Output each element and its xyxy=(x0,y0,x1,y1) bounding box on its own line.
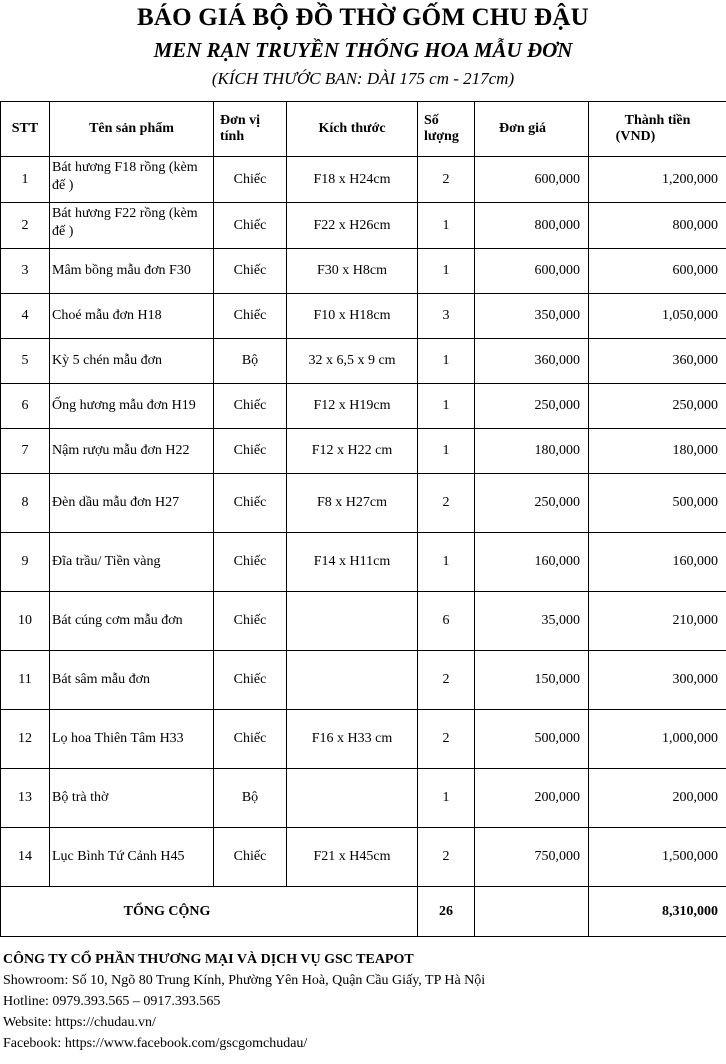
cell-total: 1,050,000 xyxy=(589,294,726,339)
cell-qty: 2 xyxy=(418,710,475,769)
cell-price: 600,000 xyxy=(475,249,589,294)
cell-price: 150,000 xyxy=(475,651,589,710)
cell-stt: 8 xyxy=(1,474,50,533)
cell-price: 800,000 xyxy=(475,203,589,249)
cell-stt: 5 xyxy=(1,339,50,384)
table-row xyxy=(1,429,726,474)
total-amount: 8,310,000 xyxy=(589,887,726,937)
col-header-qty: Số lượng xyxy=(418,102,475,157)
cell-qty: 1 xyxy=(418,769,475,828)
website-link[interactable]: Website: https://chudau.vn/ xyxy=(3,1015,156,1030)
cell-price: 160,000 xyxy=(475,533,589,592)
table-row xyxy=(1,592,726,651)
cell-total: 800,000 xyxy=(589,203,726,249)
document-header xyxy=(0,0,726,101)
cell-qty: 2 xyxy=(418,474,475,533)
cell-price: 750,000 xyxy=(475,828,589,887)
table-header-row xyxy=(1,102,726,157)
cell-product-name: Bộ trà thờ xyxy=(50,769,214,828)
hotline: Hotline: 0979.393.565 – 0917.393.565 xyxy=(3,994,221,1009)
cell-qty: 1 xyxy=(418,249,475,294)
cell-stt: 3 xyxy=(1,249,50,294)
cell-price: 200,000 xyxy=(475,769,589,828)
cell-total: 360,000 xyxy=(589,339,726,384)
cell-stt: 14 xyxy=(1,828,50,887)
cell-qty: 1 xyxy=(418,339,475,384)
table-row xyxy=(1,157,726,203)
cell-qty: 1 xyxy=(418,429,475,474)
cell-product-name: Bát sâm mẫu đơn xyxy=(50,651,214,710)
table-row xyxy=(1,710,726,769)
cell-product-name: Bát hương F18 rồng (kèm đế ) xyxy=(50,157,214,203)
cell-price: 180,000 xyxy=(475,429,589,474)
table-row xyxy=(1,249,726,294)
cell-total: 300,000 xyxy=(589,651,726,710)
document-title: BÁO GIÁ BỘ ĐỒ THỜ GỐM CHU ĐẬU xyxy=(137,4,589,31)
cell-qty: 3 xyxy=(418,294,475,339)
cell-size: F12 x H19cm xyxy=(287,384,418,429)
cell-qty: 1 xyxy=(418,533,475,592)
cell-product-name: Lọ hoa Thiên Tâm H33 xyxy=(50,710,214,769)
cell-product-name: Nậm rượu mẫu đơn H22 xyxy=(50,429,214,474)
cell-unit: Chiếc xyxy=(214,429,287,474)
size-note: (KÍCH THƯỚC BAN: DÀI 175 cm - 217cm) xyxy=(211,69,515,88)
cell-product-name: Bát cúng cơm mẫu đơn xyxy=(50,592,214,651)
cell-stt: 12 xyxy=(1,710,50,769)
table-row xyxy=(1,769,726,828)
cell-total: 250,000 xyxy=(589,384,726,429)
cell-qty: 1 xyxy=(418,384,475,429)
cell-size: F18 x H24cm xyxy=(287,157,418,203)
cell-total: 600,000 xyxy=(589,249,726,294)
cell-stt: 1 xyxy=(1,157,50,203)
cell-product-name: Kỳ 5 chén mẫu đơn xyxy=(50,339,214,384)
cell-size: F16 x H33 cm xyxy=(287,710,418,769)
table-row xyxy=(1,533,726,592)
cell-total: 1,200,000 xyxy=(589,157,726,203)
company-name: CÔNG TY CỔ PHẦN THƯƠNG MẠI VÀ DỊCH VỤ GSC TEAPOT xyxy=(3,952,414,967)
cell-qty: 2 xyxy=(418,651,475,710)
col-header-price: Đơn giá xyxy=(475,102,589,157)
table-row xyxy=(1,384,726,429)
cell-qty: 6 xyxy=(418,592,475,651)
total-price-empty xyxy=(475,887,589,937)
cell-stt: 2 xyxy=(1,203,50,249)
cell-unit: Chiếc xyxy=(214,384,287,429)
cell-total: 500,000 xyxy=(589,474,726,533)
cell-size: F21 x H45cm xyxy=(287,828,418,887)
cell-unit: Chiếc xyxy=(214,533,287,592)
cell-size xyxy=(287,592,418,651)
table-row xyxy=(1,474,726,533)
col-header-total: Thành tiền (VND) xyxy=(589,102,726,157)
cell-unit: Bộ xyxy=(214,339,287,384)
company-footer xyxy=(3,949,723,1054)
cell-stt: 4 xyxy=(1,294,50,339)
cell-total: 180,000 xyxy=(589,429,726,474)
cell-size xyxy=(287,769,418,828)
col-header-size: Kích thước xyxy=(287,102,418,157)
cell-qty: 2 xyxy=(418,157,475,203)
document-subtitle: MEN RẠN TRUYỀN THỐNG HOA MẪU ĐƠN xyxy=(153,38,573,62)
cell-size: F10 x H18cm xyxy=(287,294,418,339)
cell-size: F22 x H26cm xyxy=(287,203,418,249)
table-row xyxy=(1,339,726,384)
table-row xyxy=(1,203,726,249)
cell-price: 360,000 xyxy=(475,339,589,384)
cell-size: F30 x H8cm xyxy=(287,249,418,294)
cell-unit: Chiếc xyxy=(214,651,287,710)
price-table xyxy=(0,101,726,937)
cell-product-name: Choé mẫu đơn H18 xyxy=(50,294,214,339)
col-header-name: Tên sản phẩm xyxy=(50,102,214,157)
cell-size: 32 x 6,5 x 9 cm xyxy=(287,339,418,384)
facebook-link[interactable]: Facebook: https://www.facebook.com/gscgomchudau/ xyxy=(3,1036,308,1051)
cell-size: F14 x H11cm xyxy=(287,533,418,592)
cell-unit: Chiếc xyxy=(214,294,287,339)
cell-size xyxy=(287,651,418,710)
cell-total: 160,000 xyxy=(589,533,726,592)
cell-total: 1,500,000 xyxy=(589,828,726,887)
cell-product-name: Lục Bình Tứ Cảnh H45 xyxy=(50,828,214,887)
cell-stt: 13 xyxy=(1,769,50,828)
cell-unit: Chiếc xyxy=(214,474,287,533)
cell-product-name: Bát hương F22 rồng (kèm đế ) xyxy=(50,203,214,249)
table-row xyxy=(1,828,726,887)
cell-stt: 7 xyxy=(1,429,50,474)
cell-unit: Chiếc xyxy=(214,710,287,769)
total-qty: 26 xyxy=(418,887,475,937)
cell-price: 600,000 xyxy=(475,157,589,203)
cell-price: 350,000 xyxy=(475,294,589,339)
col-header-unit: Đơn vị tính xyxy=(214,102,287,157)
cell-price: 250,000 xyxy=(475,474,589,533)
cell-qty: 1 xyxy=(418,203,475,249)
cell-stt: 10 xyxy=(1,592,50,651)
cell-stt: 6 xyxy=(1,384,50,429)
cell-price: 250,000 xyxy=(475,384,589,429)
cell-product-name: Đèn dầu mẫu đơn H27 xyxy=(50,474,214,533)
cell-size: F8 x H27cm xyxy=(287,474,418,533)
cell-unit: Chiếc xyxy=(214,249,287,294)
cell-unit: Chiếc xyxy=(214,592,287,651)
cell-product-name: Mâm bồng mẫu đơn F30 xyxy=(50,249,214,294)
table-row xyxy=(1,294,726,339)
cell-unit: Chiếc xyxy=(214,828,287,887)
cell-price: 500,000 xyxy=(475,710,589,769)
cell-total: 210,000 xyxy=(589,592,726,651)
cell-unit: Chiếc xyxy=(214,157,287,203)
total-row xyxy=(1,887,726,937)
cell-price: 35,000 xyxy=(475,592,589,651)
cell-unit: Bộ xyxy=(214,769,287,828)
cell-product-name: Ống hương mẫu đơn H19 xyxy=(50,384,214,429)
cell-total: 200,000 xyxy=(589,769,726,828)
table-row xyxy=(1,651,726,710)
col-header-stt: STT xyxy=(1,102,50,157)
cell-product-name: Đĩa trầu/ Tiền vàng xyxy=(50,533,214,592)
cell-stt: 9 xyxy=(1,533,50,592)
total-label: TỔNG CỘNG xyxy=(1,887,418,937)
cell-size: F12 x H22 cm xyxy=(287,429,418,474)
cell-stt: 11 xyxy=(1,651,50,710)
cell-qty: 2 xyxy=(418,828,475,887)
showroom-address: Showroom: Số 10, Ngõ 80 Trung Kính, Phường Yên Hoà, Quận Cầu Giấy, TP Hà Nội xyxy=(3,973,486,988)
cell-total: 1,000,000 xyxy=(589,710,726,769)
cell-unit: Chiếc xyxy=(214,203,287,249)
